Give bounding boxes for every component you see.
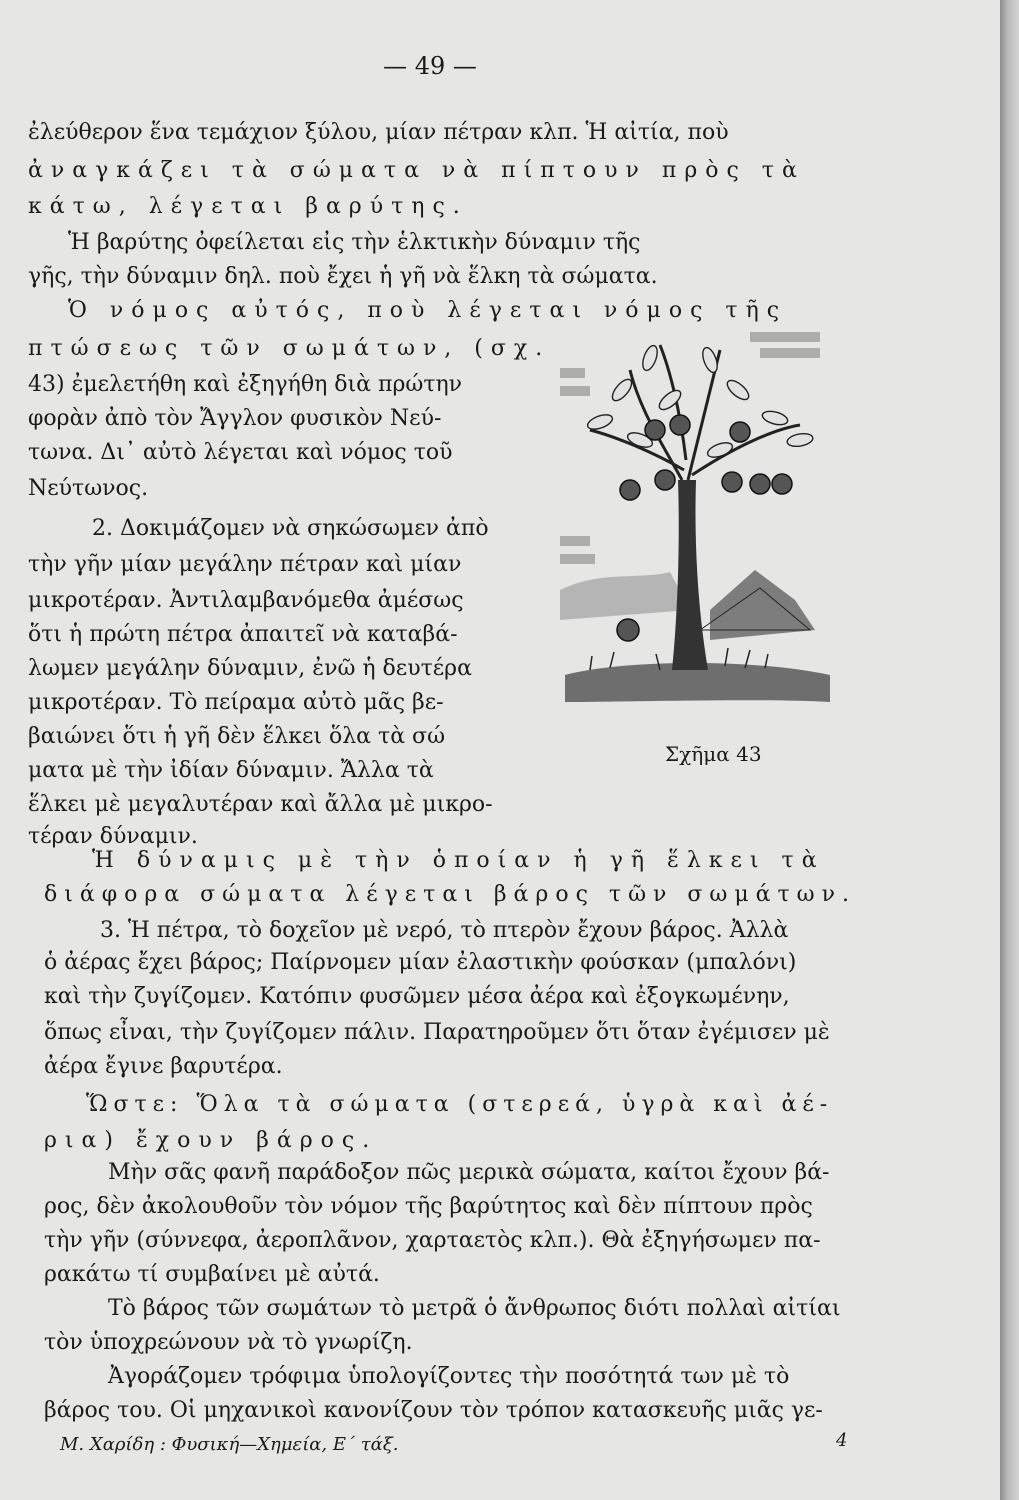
text-line: φορὰν ἀπὸ τὸν Ἄγγλον φυσικὸν Νεύ- — [28, 406, 442, 431]
text-line: ἐλεύθερον ἕνα τεμάχιον ξύλου, μίαν πέτραν κλπ. Ἡ αἰτία, ποὺ — [28, 120, 729, 145]
page-number: — 49 — — [383, 52, 477, 80]
text-line: βάρος του. Οἱ μηχανικοὶ κανονίζουν τὸν τρόπον κατασκευῆς μιᾶς γε- — [44, 1398, 823, 1423]
text-line: τὸν ὑποχρεώνουν νὰ τὸ γνωρίζη. — [44, 1330, 413, 1355]
text-line: ἀέρα ἔγινε βαρυτέρα. — [44, 1054, 283, 1079]
text-line: μικροτέραν. Τὸ πείραμα αὐτὸ μᾶς βε- — [28, 690, 444, 715]
text-line: βαιώνει ὅτι ἡ γῆ δὲν ἕλκει ὅλα τὰ σώ — [28, 724, 446, 749]
page-edge — [1000, 0, 1019, 1500]
apple-tree-illustration — [560, 330, 830, 730]
text-line: τὴν γῆν μίαν μεγάλην πέτραν καὶ μίαν — [28, 552, 462, 577]
text-line: διάφορα σώματα λέγεται βάρος τῶν σωμάτων. — [44, 882, 856, 907]
text-line: τέραν δύναμιν. — [28, 824, 198, 849]
text-line: ὅτι ἡ πρώτη πέτρα ἀπαιτεῖ νὰ καταβά- — [28, 622, 458, 647]
text-line: 3. Ἡ πέτρα, τὸ δοχεῖον μὲ νερό, τὸ πτερὸν ἔχουν βάρος. Ἀλλὰ — [100, 918, 789, 943]
text-line: ρια) ἔχουν βάρος. — [44, 1128, 378, 1153]
text-line: γῆς, τὴν δύναμιν δηλ. ποὺ ἔχει ἡ γῆ νὰ ἕλκη τὰ σώματα. — [28, 264, 658, 289]
signature-mark: 4 — [836, 1430, 848, 1451]
text-line: κάτω, λέγεται βαρύτης. — [28, 194, 468, 219]
text-line: μικροτέραν. Ἀντιλαμβανόμεθα ἀμέσως — [28, 588, 464, 613]
text-line: ρακάτω τί συμβαίνει μὲ αὐτά. — [44, 1262, 380, 1287]
text-line: ἕλκει μὲ μεγαλυτέραν καὶ ἄλλα μὲ μικρο- — [28, 792, 493, 817]
text-line: λωμεν μεγάλην δύναμιν, ἐνῶ ἡ δευτέρα — [28, 656, 472, 681]
text-line: 2. Δοκιμάζομεν νὰ σηκώσωμεν ἀπὸ — [92, 516, 489, 541]
text-line: Ἡ δύναμις μὲ τὴν ὁποίαν ἡ γῆ ἕλκει τὰ — [92, 848, 825, 873]
text-line: καὶ τὴν ζυγίζομεν. Κατόπιν φυσῶμεν μέσα ἀέρα καὶ ἐξογκωμένην, — [44, 984, 790, 1009]
text-line: τωνα. Δι᾿ αὐτὸ λέγεται καὶ νόμος τοῦ — [28, 440, 453, 465]
text-line: Ἡ βαρύτης ὀφείλεται εἰς τὴν ἑλκτικὴν δύναμιν τῆς — [68, 230, 641, 255]
text-line: ματα μὲ τὴν ἰδίαν δύναμιν. Ἄλλα τὰ — [28, 758, 434, 783]
figure-caption: Σχῆμα 43 — [665, 742, 762, 766]
text-line: Ἀγοράζομεν τρόφιμα ὑπολογίζοντες τὴν ποσότητά των μὲ τὸ — [108, 1364, 790, 1389]
text-line: Μὴν σᾶς φανῆ παράδοξον πῶς μερικὰ σώματα, καίτοι ἔχουν βά- — [108, 1160, 830, 1185]
text-line: ὁ ἀέρας ἔχει βάρος; Παίρνομεν μίαν ἐλαστικὴν φούσκαν (μπαλόνι) — [44, 950, 797, 975]
text-line: τὴν γῆν (σύννεφα, ἀεροπλᾶνον, χαρταετὸς κλπ.). Θὰ ἐξηγήσωμεν πα- — [44, 1228, 821, 1253]
text-line: ὅπως εἶναι, τὴν ζυγίζομεν πάλιν. Παρατηροῦμεν ὅτι ὅταν ἐγέμισεν μὲ — [44, 1020, 830, 1045]
text-line: Ὥστε: Ὅλα τὰ σώματα (στερεά, ὑγρὰ καὶ ἀέ- — [86, 1092, 834, 1117]
text-line: ἀναγκάζει τὰ σώματα νὰ πίπτουν πρὸς τὰ — [28, 158, 805, 183]
text-line: 43) ἐμελετήθη καὶ ἐξηγήθη διὰ πρώτην — [28, 372, 463, 397]
text-line: πτώσεως τῶν σωμάτων, (σχ. — [28, 336, 551, 361]
text-line: Νεύτωνος. — [28, 476, 149, 501]
page-footer: Μ. Χαρίδη : Φυσική—Χημεία, Ε΄ τάξ. — [60, 1434, 399, 1455]
text-line: ρος, δὲν ἀκολουθοῦν τὸν νόμον τῆς βαρύτητος καὶ δὲν πίπτουν πρὸς — [44, 1194, 813, 1219]
text-line: Τὸ βάρος τῶν σωμάτων τὸ μετρᾶ ὁ ἄνθρωπος διότι πολλαὶ αἰτίαι — [108, 1296, 841, 1321]
text-line: Ὁ νόμος αὐτός, ποὺ λέγεται νόμος τῆς — [68, 298, 788, 323]
